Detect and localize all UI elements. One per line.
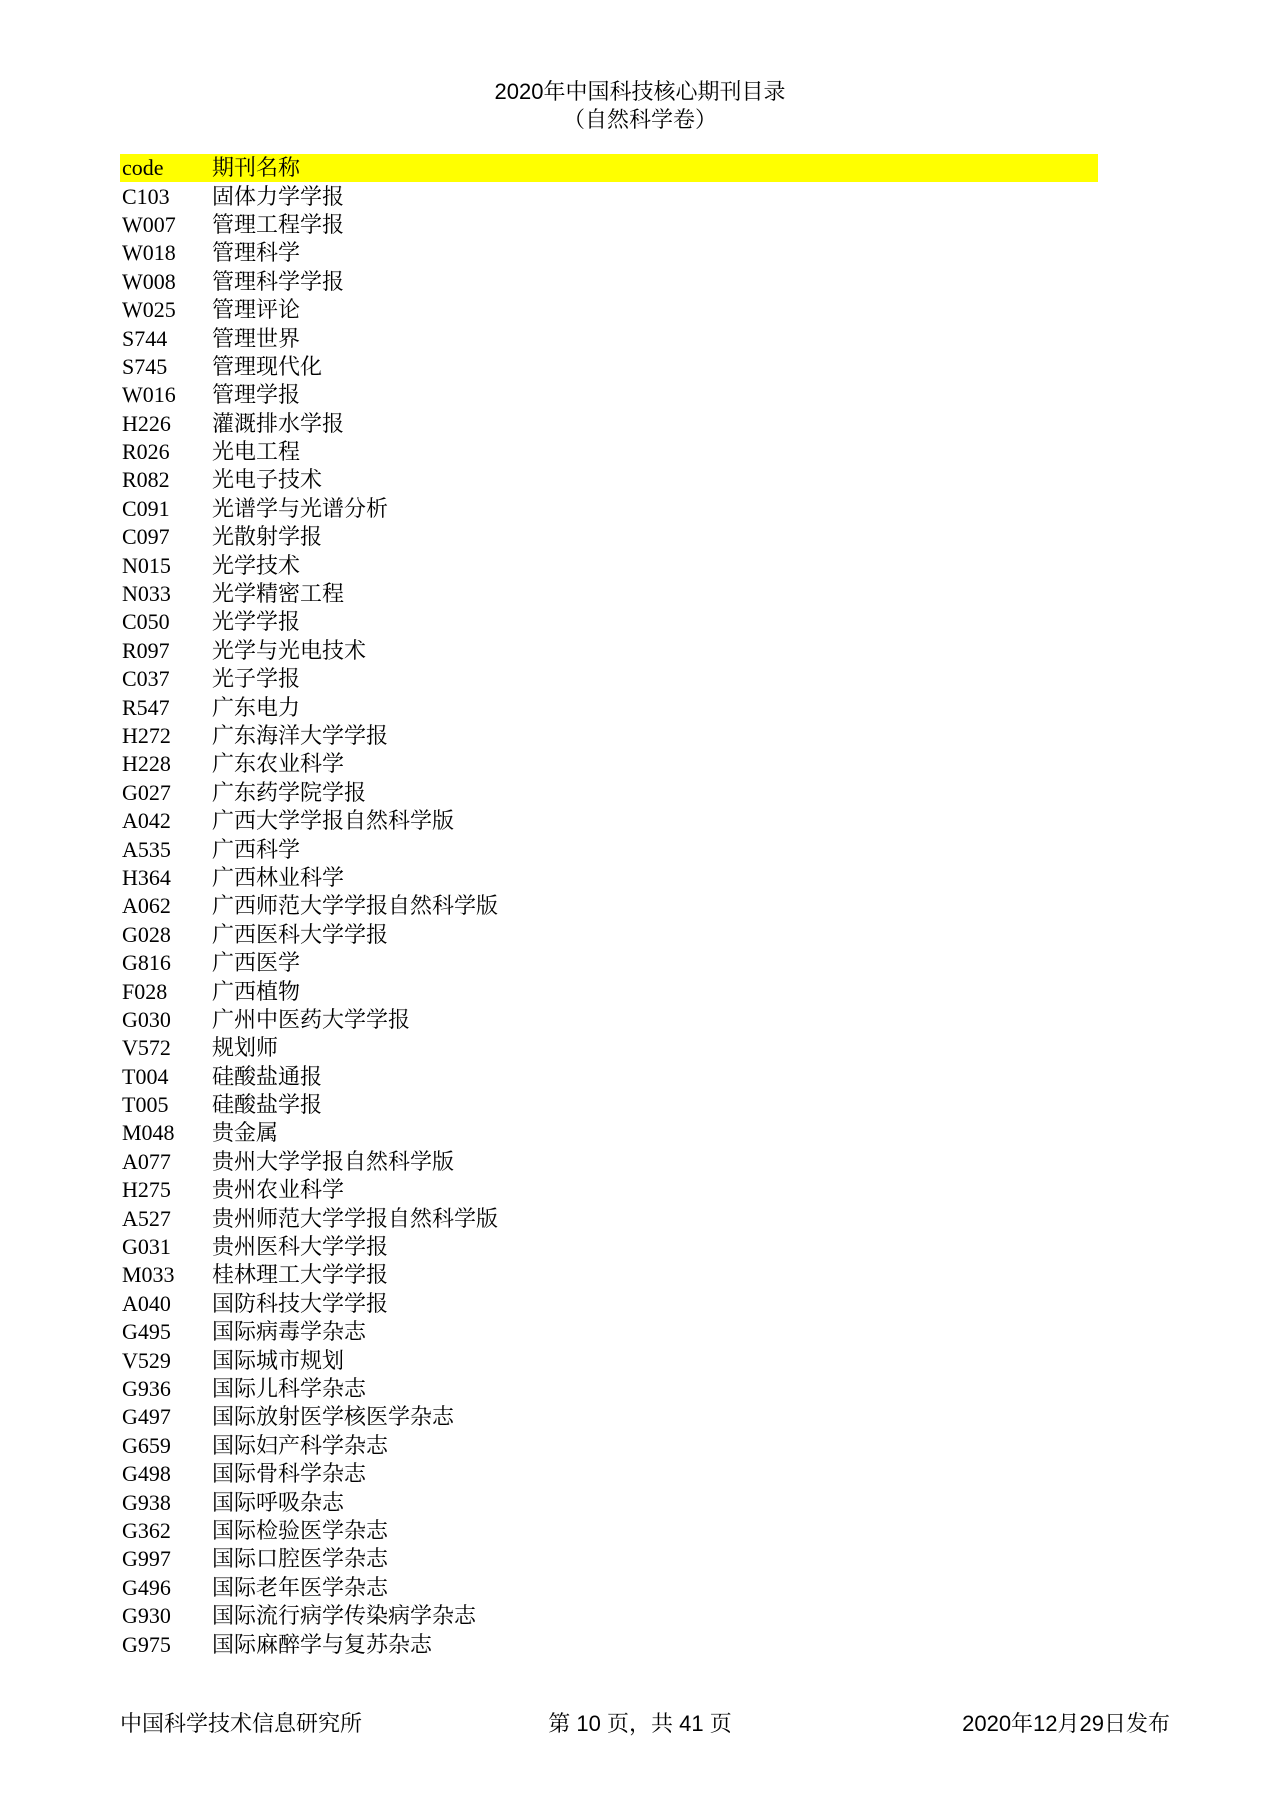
journal-code: G997 xyxy=(122,1546,171,1572)
journal-code: G495 xyxy=(122,1319,171,1345)
journal-name: 广东电力 xyxy=(212,694,301,720)
journal-code: G362 xyxy=(122,1517,171,1543)
journal-name: 国际骨科学杂志 xyxy=(212,1461,367,1487)
journal-code: M033 xyxy=(122,1262,175,1288)
journal-code: R097 xyxy=(122,637,170,663)
journal-code: V529 xyxy=(122,1347,171,1373)
table-row xyxy=(120,750,1098,778)
journal-name: 国际呼吸杂志 xyxy=(212,1489,345,1515)
table-body xyxy=(120,182,1098,1658)
journal-code: R082 xyxy=(122,467,170,493)
journal-name: 光散射学报 xyxy=(212,524,323,550)
journal-code: C091 xyxy=(122,495,170,521)
table-row xyxy=(120,211,1098,239)
journal-name: 管理评论 xyxy=(212,297,301,323)
journal-code: W016 xyxy=(122,382,176,408)
journal-code: T005 xyxy=(122,1092,169,1118)
journal-code: C050 xyxy=(122,609,170,635)
journal-name: 国际检验医学杂志 xyxy=(212,1517,389,1543)
journal-name: 国际老年医学杂志 xyxy=(212,1574,389,1600)
journal-code: G031 xyxy=(122,1234,171,1260)
table-row xyxy=(120,182,1098,210)
footer-publisher: 中国科学技术信息研究所 xyxy=(120,1711,363,1736)
table-row xyxy=(120,1034,1098,1062)
table-row xyxy=(120,807,1098,835)
table-row xyxy=(120,1346,1098,1374)
journal-name: 国际病毒学杂志 xyxy=(212,1319,367,1345)
journal-code: H364 xyxy=(122,864,171,890)
journal-name: 光学精密工程 xyxy=(212,581,345,607)
journal-code: G659 xyxy=(122,1432,171,1458)
page-title: 2020年中国科技核心期刊目录 xyxy=(494,79,786,104)
table-header-row xyxy=(120,154,1098,182)
journal-name: 国防科技大学学报 xyxy=(212,1290,389,1316)
table-row xyxy=(120,1545,1098,1573)
journal-code: G028 xyxy=(122,921,171,947)
journal-code: R026 xyxy=(122,439,170,465)
journal-code: M048 xyxy=(122,1120,175,1146)
journal-name: 管理学报 xyxy=(212,382,301,408)
journal-code: W007 xyxy=(122,211,176,237)
journal-name: 管理科学 xyxy=(212,240,301,266)
journal-name: 广西大学学报自然科学版 xyxy=(212,808,455,834)
journal-name: 广西植物 xyxy=(212,978,301,1004)
journal-code: S745 xyxy=(122,353,168,379)
table-row xyxy=(120,1119,1098,1147)
header-code: code xyxy=(122,155,164,181)
journal-code: H272 xyxy=(122,723,171,748)
journal-code: W018 xyxy=(122,240,176,266)
table-row xyxy=(120,1204,1098,1232)
journal-name: 光学技术 xyxy=(212,552,301,578)
journal-code: H226 xyxy=(122,410,171,436)
journal-name: 光学学报 xyxy=(212,609,301,635)
table-row xyxy=(120,608,1098,636)
journal-name: 广东药学院学报 xyxy=(212,779,367,805)
journal-name: 光谱学与光谱分析 xyxy=(212,495,389,521)
table-row xyxy=(120,268,1098,296)
table-row xyxy=(120,381,1098,409)
table-row xyxy=(120,835,1098,863)
journal-name: 硅酸盐学报 xyxy=(212,1092,323,1118)
journal-name: 国际儿科学杂志 xyxy=(212,1375,367,1401)
table-row xyxy=(120,410,1098,438)
table-row xyxy=(120,1318,1098,1346)
journal-code: N015 xyxy=(122,552,171,578)
journal-code: A077 xyxy=(122,1148,171,1174)
journal-name: 贵州师范大学学报自然科学版 xyxy=(212,1205,499,1231)
table-row xyxy=(120,779,1098,807)
journal-code: A062 xyxy=(122,893,171,919)
table-row xyxy=(120,1403,1098,1431)
journal-code: G030 xyxy=(122,1006,171,1032)
journal-code: G975 xyxy=(122,1631,171,1657)
journal-name: 桂林理工大学学报 xyxy=(212,1262,389,1288)
table-row xyxy=(120,1148,1098,1176)
journal-name: 管理工程学报 xyxy=(212,211,345,237)
table-row xyxy=(120,1517,1098,1545)
table-row xyxy=(120,1375,1098,1403)
journal-code: G816 xyxy=(122,950,171,976)
journal-name: 广东海洋大学学报 xyxy=(212,723,389,748)
footer-page-info: 第 10 页，共 41 页 xyxy=(548,1711,732,1736)
table-row xyxy=(120,1432,1098,1460)
journal-code: G498 xyxy=(122,1461,171,1487)
journal-name: 国际麻醉学与复苏杂志 xyxy=(212,1631,433,1657)
journal-name: 广西林业科学 xyxy=(212,864,345,890)
journal-code: G027 xyxy=(122,779,171,805)
table-row xyxy=(120,693,1098,721)
journal-code: R547 xyxy=(122,694,170,720)
table-row xyxy=(120,1460,1098,1488)
table-row xyxy=(120,921,1098,949)
journal-name: 光学与光电技术 xyxy=(212,637,367,663)
journal-code: C103 xyxy=(122,183,170,209)
table-row xyxy=(120,466,1098,494)
table-row xyxy=(120,1488,1098,1516)
journal-name: 灌溉排水学报 xyxy=(212,410,345,436)
journal-code: A527 xyxy=(122,1205,171,1231)
journal-code: G496 xyxy=(122,1574,171,1600)
table-row xyxy=(120,1602,1098,1630)
journal-name: 光电子技术 xyxy=(212,467,323,493)
journal-name: 广西科学 xyxy=(212,836,301,862)
table-row xyxy=(120,665,1098,693)
header-name: 期刊名称 xyxy=(212,155,301,181)
table-row xyxy=(120,864,1098,892)
journal-name: 国际流行病学传染病学杂志 xyxy=(212,1603,477,1629)
table-row xyxy=(120,1091,1098,1119)
journal-code: G936 xyxy=(122,1375,171,1401)
journal-name: 光电工程 xyxy=(212,439,301,465)
journal-table xyxy=(120,154,1098,1659)
journal-code: A535 xyxy=(122,836,171,862)
journal-name: 国际妇产科学杂志 xyxy=(212,1432,389,1458)
table-row xyxy=(120,1290,1098,1318)
table-row xyxy=(120,353,1098,381)
table-row xyxy=(120,977,1098,1005)
journal-name: 管理科学学报 xyxy=(212,268,345,294)
table-row xyxy=(120,495,1098,523)
journal-code: A042 xyxy=(122,808,171,834)
table-row xyxy=(120,1176,1098,1204)
table-row xyxy=(120,324,1098,352)
journal-code: S744 xyxy=(122,325,168,351)
journal-name: 广西医科大学学报 xyxy=(212,921,389,947)
journal-name: 广西师范大学学报自然科学版 xyxy=(212,893,499,919)
table-row xyxy=(120,1233,1098,1261)
journal-code: A040 xyxy=(122,1290,171,1316)
table-row xyxy=(120,296,1098,324)
table-row xyxy=(120,1261,1098,1289)
journal-name: 规划师 xyxy=(212,1035,279,1061)
page-subtitle: （自然科学卷） xyxy=(562,107,717,132)
table-row xyxy=(120,1006,1098,1034)
journal-name: 广东农业科学 xyxy=(212,751,345,777)
journal-name: 管理现代化 xyxy=(212,353,323,379)
journal-name: 管理世界 xyxy=(212,325,301,351)
journal-code: C097 xyxy=(122,524,170,550)
table-row xyxy=(120,551,1098,579)
table-row xyxy=(120,1574,1098,1602)
journal-code: G938 xyxy=(122,1489,171,1515)
table-row xyxy=(120,949,1098,977)
journal-code: G497 xyxy=(122,1404,171,1430)
journal-code: N033 xyxy=(122,581,171,607)
journal-code: V572 xyxy=(122,1035,171,1061)
journal-name: 国际口腔医学杂志 xyxy=(212,1546,389,1572)
journal-name: 国际城市规划 xyxy=(212,1347,345,1373)
journal-name: 广州中医药大学学报 xyxy=(212,1006,411,1032)
journal-code: F028 xyxy=(122,978,168,1004)
journal-name: 光子学报 xyxy=(212,666,301,692)
journal-name: 固体力学学报 xyxy=(212,183,345,209)
journal-name: 贵金属 xyxy=(212,1120,279,1146)
journal-code: H228 xyxy=(122,751,171,777)
table-row xyxy=(120,892,1098,920)
journal-name: 贵州大学学报自然科学版 xyxy=(212,1148,455,1174)
journal-code: W008 xyxy=(122,268,176,294)
journal-name: 贵州农业科学 xyxy=(212,1177,345,1203)
journal-code: H275 xyxy=(122,1177,171,1203)
table-row xyxy=(120,580,1098,608)
journal-name: 广西医学 xyxy=(212,950,301,976)
footer-date: 2020年12月29日发布 xyxy=(962,1711,1170,1736)
table-row xyxy=(120,239,1098,267)
table-row xyxy=(120,722,1098,750)
journal-code: G930 xyxy=(122,1603,171,1629)
journal-code: T004 xyxy=(122,1063,169,1089)
journal-code: C037 xyxy=(122,666,170,692)
journal-name: 硅酸盐通报 xyxy=(212,1063,323,1089)
journal-name: 国际放射医学核医学杂志 xyxy=(212,1404,455,1430)
table-row xyxy=(120,1063,1098,1091)
table-row xyxy=(120,438,1098,466)
journal-code: W025 xyxy=(122,297,176,323)
table-row xyxy=(120,523,1098,551)
table-row xyxy=(120,637,1098,665)
table-row xyxy=(120,1630,1098,1658)
journal-name: 贵州医科大学学报 xyxy=(212,1234,389,1260)
